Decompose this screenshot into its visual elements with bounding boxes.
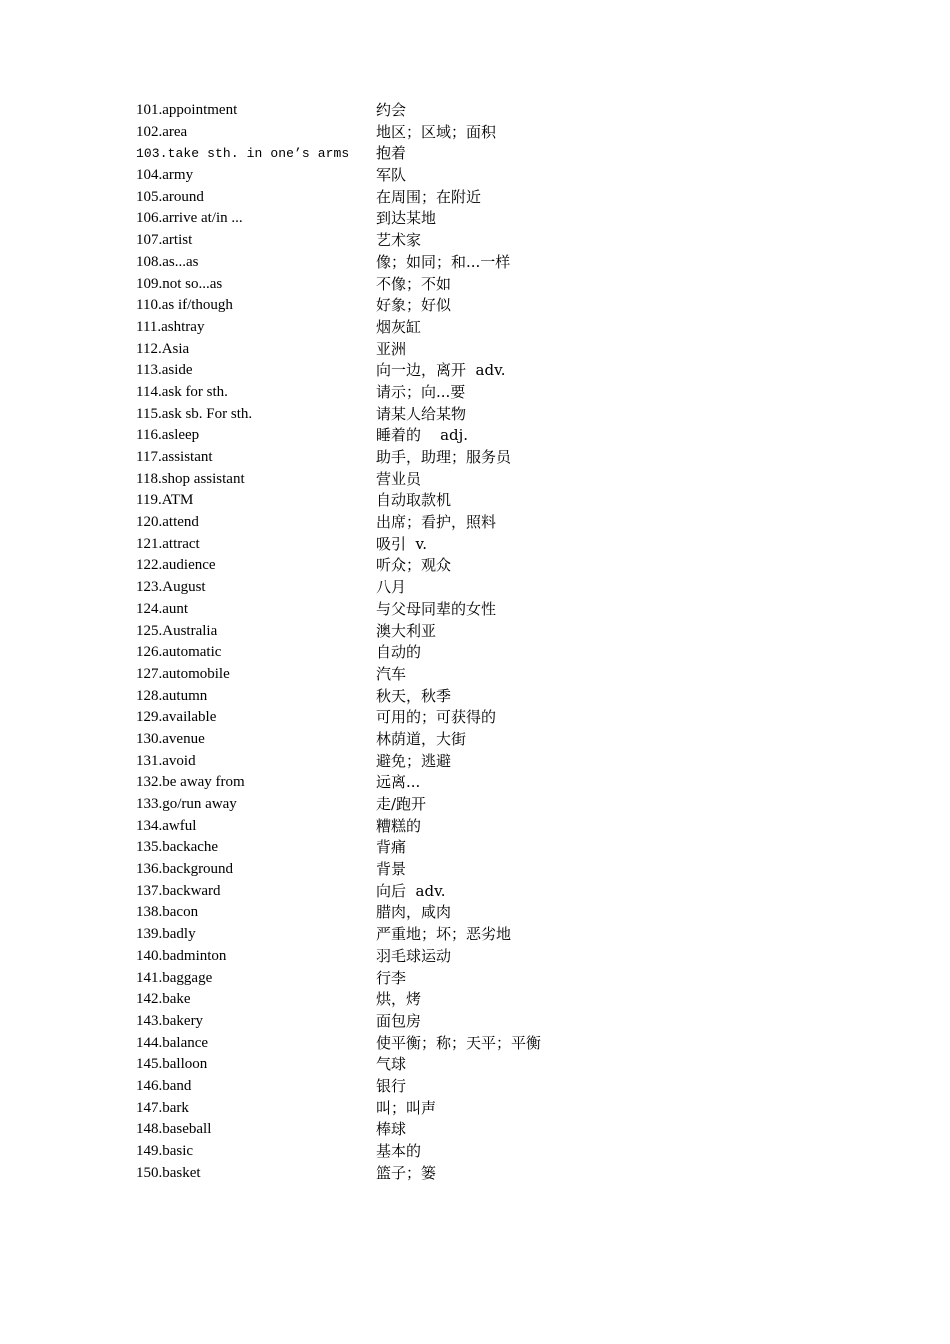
vocab-entry xyxy=(136,1098,836,1120)
vocab-term: 141.baggage xyxy=(136,969,213,986)
vocab-meaning: 请示；向...要 xyxy=(376,382,466,401)
vocab-term: 105.around xyxy=(136,188,204,205)
vocab-meaning: 行李 xyxy=(376,968,407,987)
vocab-entry xyxy=(136,642,836,664)
vocab-entry xyxy=(136,924,836,946)
vocab-term: 109.not so...as xyxy=(136,275,223,292)
vocab-entry xyxy=(136,1076,836,1098)
vocab-term: 106.arrive at/in ... xyxy=(136,210,243,227)
vocab-term: 146.band xyxy=(136,1077,192,1094)
vocab-entry xyxy=(136,664,836,686)
vocab-meaning: 面包房 xyxy=(376,1011,422,1030)
vocab-entry xyxy=(136,1141,836,1163)
vocab-entry xyxy=(136,404,836,426)
vocab-entry xyxy=(136,989,836,1011)
vocab-term: 136.background xyxy=(136,861,234,878)
vocab-entry xyxy=(136,360,836,382)
vocab-entry xyxy=(136,295,836,317)
vocab-term: 120.attend xyxy=(136,514,199,531)
vocab-entry xyxy=(136,555,836,577)
vocab-entry xyxy=(136,339,836,361)
vocab-meaning: 向一边，离开 adv. xyxy=(376,361,506,380)
vocab-term: 131.avoid xyxy=(136,752,196,769)
vocab-meaning: 使平衡；称；天平；平衡 xyxy=(376,1033,542,1052)
vocab-meaning: 好象；好似 xyxy=(376,296,452,315)
vocab-meaning: 营业员 xyxy=(376,469,422,488)
vocab-meaning: 艺术家 xyxy=(376,231,422,250)
vocab-term: 148.baseball xyxy=(136,1121,212,1138)
vocab-term: 118.shop assistant xyxy=(136,470,245,487)
vocab-entry xyxy=(136,187,836,209)
vocab-term: 145.balloon xyxy=(136,1056,208,1073)
vocab-entry xyxy=(136,469,836,491)
vocab-meaning: 助手，助理；服务员 xyxy=(376,448,512,466)
vocab-term: 108.as...as xyxy=(136,253,199,270)
vocab-entry xyxy=(136,447,836,469)
vocab-entry xyxy=(136,425,836,447)
vocab-entry xyxy=(136,252,836,274)
vocab-meaning: 不像；不如 xyxy=(376,274,452,293)
vocab-term: 128.autumn xyxy=(136,687,208,704)
vocab-entry xyxy=(136,1054,836,1076)
vocab-term: 121.attract xyxy=(136,535,200,552)
vocab-term: 126.automatic xyxy=(136,644,222,661)
vocab-entry xyxy=(136,816,836,838)
vocab-term: 142.bake xyxy=(136,991,191,1008)
vocab-entry xyxy=(136,100,836,122)
vocab-term: 119.ATM xyxy=(136,492,194,509)
vocab-entry xyxy=(136,794,836,816)
vocab-meaning: 棒球 xyxy=(376,1120,407,1139)
vocab-term: 138.bacon xyxy=(136,904,199,921)
vocab-term: 116.asleep xyxy=(136,427,200,444)
vocab-term: 133.go/run away xyxy=(136,796,237,812)
vocab-term: 134.awful xyxy=(136,817,197,834)
vocab-term: 137.backward xyxy=(136,882,221,899)
vocab-meaning: 腊肉，咸肉 xyxy=(376,903,452,922)
vocab-term: 124.aunt xyxy=(136,600,189,617)
vocab-term: 132.be away from xyxy=(136,774,245,791)
vocab-entry xyxy=(136,274,836,296)
vocab-term: 107.artist xyxy=(136,232,193,249)
vocab-meaning: 背痛 xyxy=(376,838,407,857)
vocab-term: 123.August xyxy=(136,579,206,596)
vocab-term: 125.Australia xyxy=(136,622,218,639)
vocab-entry xyxy=(136,382,836,404)
vocab-meaning: 可用的；可获得的 xyxy=(376,708,497,727)
vocab-entry xyxy=(136,1163,836,1185)
vocab-meaning: 基本的 xyxy=(376,1142,422,1160)
vocab-meaning: 气球 xyxy=(376,1055,407,1074)
vocab-term: 115.ask sb. For sth. xyxy=(136,405,253,422)
vocab-meaning: 严重地；坏；恶劣地 xyxy=(376,925,512,944)
vocab-entry xyxy=(136,686,836,708)
vocab-term: 144.balance xyxy=(136,1034,209,1051)
vocab-meaning: 八月 xyxy=(376,578,407,597)
vocab-meaning: 澳大利亚 xyxy=(376,621,437,640)
vocab-meaning: 自动的 xyxy=(376,643,422,662)
vocab-term: 129.available xyxy=(136,709,217,726)
vocab-entry xyxy=(136,707,836,729)
vocab-entry xyxy=(136,621,836,643)
vocab-meaning: 到达某地 xyxy=(376,209,437,228)
vocab-meaning: 听众；观众 xyxy=(376,556,452,575)
vocab-term: 149.basic xyxy=(136,1143,194,1159)
vocab-meaning: 林荫道，大街 xyxy=(376,729,467,748)
vocab-entry xyxy=(136,946,836,968)
vocab-entry xyxy=(136,1011,836,1033)
vocab-term: 122.audience xyxy=(136,557,216,574)
vocab-entry xyxy=(136,512,836,534)
vocab-term: 130.avenue xyxy=(136,730,205,747)
vocab-term: 114.ask for sth. xyxy=(136,383,228,400)
vocab-meaning: 抱着 xyxy=(376,144,407,163)
vocab-meaning: 向后 adv. xyxy=(376,881,446,900)
vocab-meaning: 秋天，秋季 xyxy=(376,686,452,705)
vocab-entry xyxy=(136,837,836,859)
vocab-entry xyxy=(136,1119,836,1141)
vocab-entry xyxy=(136,317,836,339)
vocab-term: 127.automobile xyxy=(136,665,230,682)
vocab-entry xyxy=(136,881,836,903)
vocab-entry xyxy=(136,968,836,990)
vocab-meaning: 背景 xyxy=(376,860,407,879)
vocab-entry xyxy=(136,230,836,252)
vocab-entry xyxy=(136,122,836,144)
vocab-term: 147.bark xyxy=(136,1099,189,1116)
vocab-meaning: 像；如同；和...一样 xyxy=(376,252,511,271)
vocab-term: 135.backache xyxy=(136,839,219,856)
vocab-meaning: 亚洲 xyxy=(376,339,407,358)
vocab-entry xyxy=(136,772,836,794)
vocab-term: 139.badly xyxy=(136,926,196,943)
vocab-meaning: 银行 xyxy=(376,1076,407,1095)
vocab-meaning: 糟糕的 xyxy=(376,816,422,835)
vocab-term: 140.badminton xyxy=(136,947,227,964)
vocab-term: 101.appointment xyxy=(136,102,238,118)
vocab-entry xyxy=(136,902,836,924)
vocab-term: 117.assistant xyxy=(136,449,213,465)
vocab-meaning: 出席；看护，照料 xyxy=(376,513,497,532)
vocab-entry xyxy=(136,143,836,165)
vocab-term: 102.area xyxy=(136,123,188,140)
vocab-meaning: 吸引 v. xyxy=(376,534,427,553)
vocab-entry xyxy=(136,165,836,187)
vocab-term: 103.take sth. in one’s arms xyxy=(136,146,350,162)
vocab-meaning: 烘，烤 xyxy=(376,990,422,1009)
vocab-meaning: 叫；叫声 xyxy=(376,1098,437,1117)
vocab-meaning: 睡着的 adj. xyxy=(376,426,469,445)
vocab-meaning: 走/跑开 xyxy=(376,795,427,813)
vocab-meaning: 约会 xyxy=(376,101,407,119)
vocab-term: 143.bakery xyxy=(136,1012,204,1029)
vocab-meaning: 在周围；在附近 xyxy=(376,187,482,206)
vocabulary-list xyxy=(136,100,836,1184)
vocab-meaning: 篮子；篓 xyxy=(376,1163,437,1182)
vocab-entry xyxy=(136,534,836,556)
vocab-entry xyxy=(136,208,836,230)
vocab-meaning: 请某人给某物 xyxy=(376,404,467,423)
vocab-meaning: 与父母同辈的女性 xyxy=(376,599,497,618)
vocab-meaning: 地区；区域；面积 xyxy=(376,122,497,141)
vocab-entry xyxy=(136,751,836,773)
vocab-meaning: 避免；逃避 xyxy=(376,751,452,770)
vocab-term: 104.army xyxy=(136,167,194,184)
vocab-term: 113.aside xyxy=(136,362,193,379)
vocab-entry xyxy=(136,859,836,881)
vocab-meaning: 自动取款机 xyxy=(376,491,452,510)
vocab-term: 111.ashtray xyxy=(136,318,205,335)
vocab-entry xyxy=(136,729,836,751)
vocab-meaning: 军队 xyxy=(376,166,407,185)
vocab-term: 150.basket xyxy=(136,1164,201,1181)
vocab-term: 112.Asia xyxy=(136,340,190,357)
vocab-meaning: 汽车 xyxy=(376,664,407,683)
vocab-entry xyxy=(136,490,836,512)
vocab-entry xyxy=(136,1033,836,1055)
vocab-entry xyxy=(136,599,836,621)
vocab-term: 110.as if/though xyxy=(136,297,233,314)
vocab-entry xyxy=(136,577,836,599)
vocab-meaning: 远离... xyxy=(376,773,421,792)
vocab-meaning: 烟灰缸 xyxy=(376,317,422,336)
vocab-meaning: 羽毛球运动 xyxy=(376,946,452,965)
